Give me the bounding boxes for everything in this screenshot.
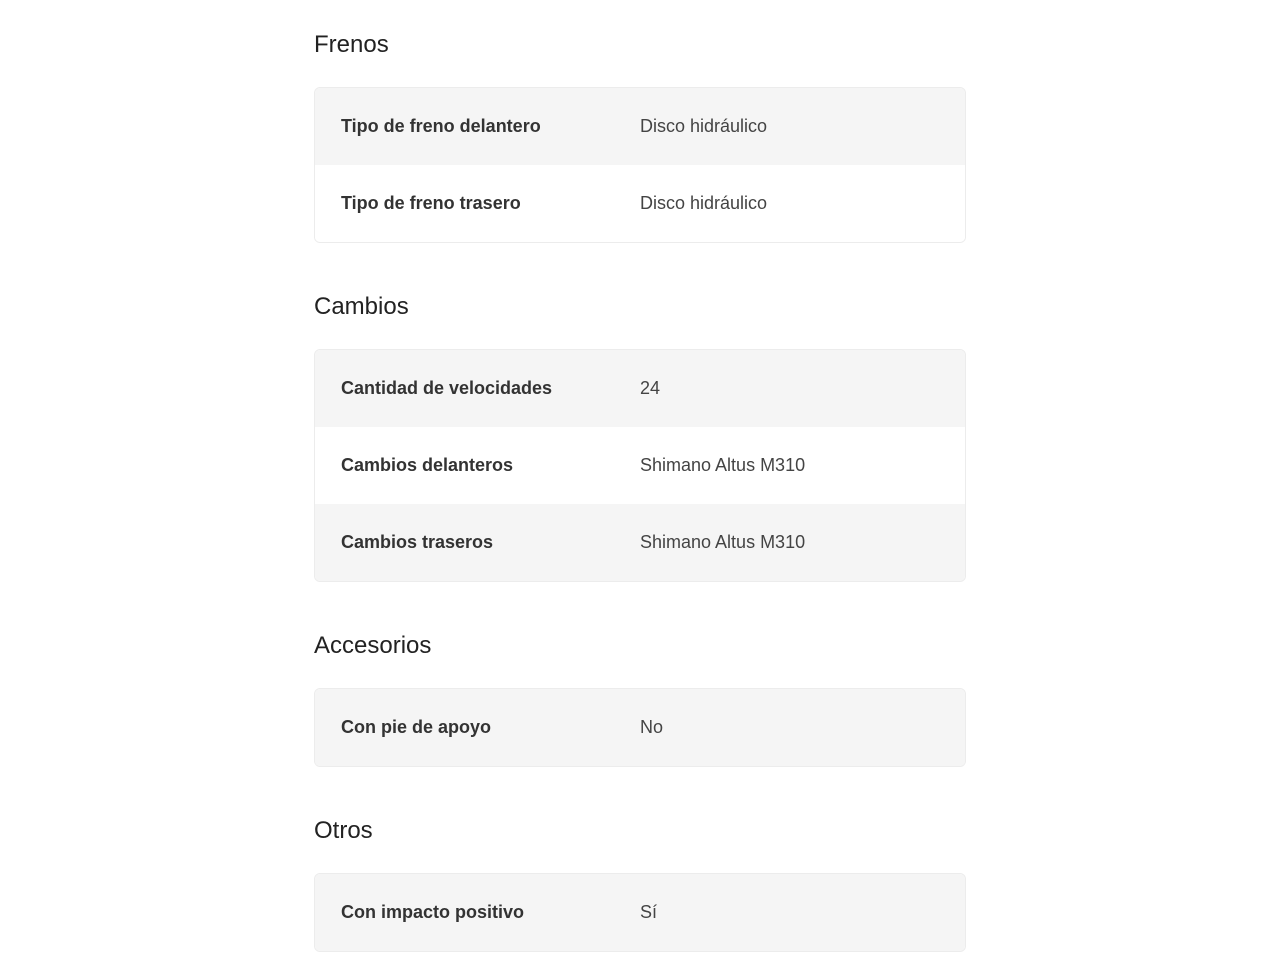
table-row xyxy=(315,504,965,581)
spec-value: Shimano Altus M310 xyxy=(640,455,806,475)
table-row xyxy=(315,350,965,427)
spec-value: Disco hidráulico xyxy=(640,193,768,213)
spec-label: Cambios traseros xyxy=(341,532,494,552)
spec-value: Disco hidráulico xyxy=(640,116,768,136)
spec-label: Cambios delanteros xyxy=(341,455,514,475)
spec-table xyxy=(314,688,966,767)
spec-table xyxy=(314,873,966,952)
section-frenos xyxy=(314,25,966,243)
spec-value: No xyxy=(640,717,664,737)
spec-label: Con impacto positivo xyxy=(341,902,525,922)
spec-value: Shimano Altus M310 xyxy=(640,532,806,552)
section-cambios xyxy=(314,287,966,582)
spec-value: Sí xyxy=(640,902,658,922)
section-otros xyxy=(314,811,966,952)
spec-label: Tipo de freno trasero xyxy=(341,193,521,213)
spec-table xyxy=(314,87,966,243)
section-accesorios xyxy=(314,626,966,767)
spec-label: Cantidad de velocidades xyxy=(341,378,553,398)
spec-table xyxy=(314,349,966,582)
section-title: Otros xyxy=(314,817,373,844)
section-title: Frenos xyxy=(314,31,389,58)
table-row xyxy=(315,88,965,165)
table-row xyxy=(315,165,965,242)
table-row xyxy=(315,874,965,951)
spec-label: Con pie de apoyo xyxy=(341,717,492,737)
section-title: Cambios xyxy=(314,293,409,320)
table-row xyxy=(315,427,965,504)
section-title: Accesorios xyxy=(314,632,432,659)
spec-value: 24 xyxy=(640,378,661,398)
table-row xyxy=(315,689,965,766)
specs-content xyxy=(314,25,966,952)
spec-label: Tipo de freno delantero xyxy=(341,116,541,136)
